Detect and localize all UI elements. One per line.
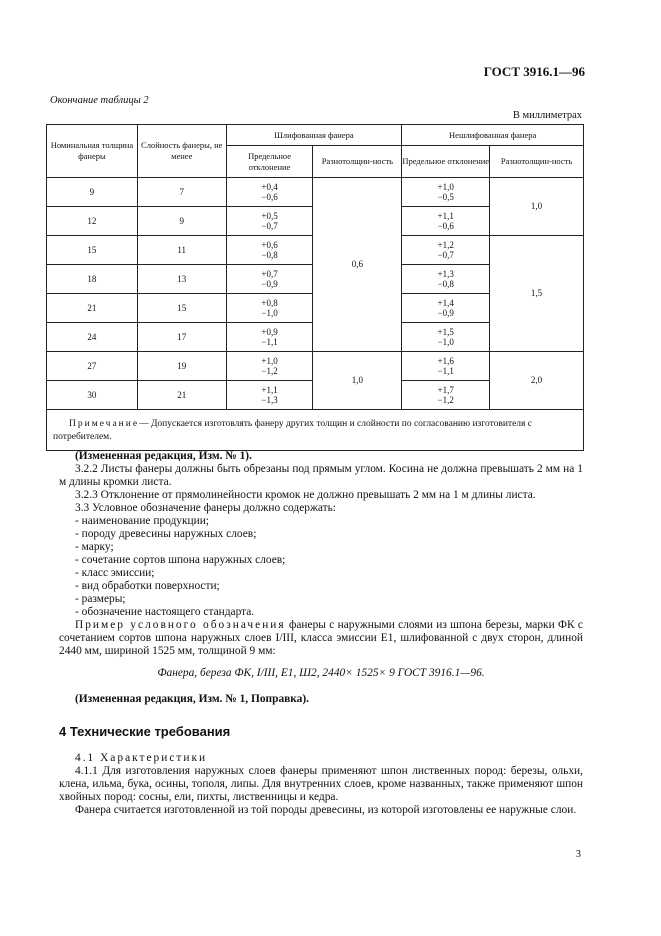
sanded-deviation-cell: +0,6 −0,8	[226, 236, 313, 265]
sanded-thickness-variation-cell: 1,0	[313, 352, 402, 410]
amendment-note: (Измененная редакция, Изм. № 1, Поправка).	[75, 693, 310, 705]
unsanded-deviation-cell: +1,5 −1,0	[402, 323, 490, 352]
thickness-cell: 18	[47, 265, 138, 294]
list-item: - сочетание сортов шпона наружных слоев;	[75, 554, 286, 566]
clause-3-3: 3.3 Условное обозначение фанеры должно содержать:	[75, 502, 336, 514]
thickness-table	[46, 124, 584, 451]
list-item: - обозначение настоящего стандарта.	[75, 606, 255, 618]
clause-3-2-3: 3.2.3 Отклонение от прямолинейности кромок не должно превышать 2 мм на 1 м длины листа.	[75, 489, 536, 501]
units-label: В миллиметрах	[512, 110, 582, 121]
note-label: Примечание	[69, 419, 140, 429]
layers-cell: 9	[137, 207, 226, 236]
document-code: ГОСТ 3916.1—96	[483, 64, 585, 79]
example-text: фанеры с наружными слоями из шпона березы, марки ФК с сочетанием сортов шпона наружных слоев I/III, класса эмиссии Е1, шлифованной с двух сторон, длиной 2440 мм, шириной 1525 мм, толщиной 9 мм:	[59, 619, 583, 657]
layers-cell: 13	[137, 265, 226, 294]
thickness-cell: 9	[47, 178, 138, 207]
table-row	[47, 352, 584, 381]
example-label: Пример условного обозначения	[75, 619, 286, 631]
unsanded-thickness-variation-cell: 1,0	[490, 178, 584, 236]
designation-formula: Фанера, береза ФК, I/III, Е1, Ш2, 2440× 1525× 9 ГОСТ 3916.1—96.	[157, 667, 485, 679]
clause-4-1-1: 4.1.1 Для изготовления наружных слоев фанеры применяют шпон лиственных пород: березы, ольхи, клена, ильма, бука, осины, тополя, липы. Для внутренних слоев, кроме названных, также применяют шпон хвойных пород: сосны, ели, пихты, лиственницы и кедра.	[59, 765, 583, 803]
unsanded-deviation-cell: +1,0 −0,5	[402, 178, 490, 207]
paragraph: Фанера считается изготовленной из той породы древесины, из которой изготовлены ее наружные слои.	[75, 804, 577, 816]
list-item: - класс эмиссии;	[75, 567, 155, 579]
note-text: — Допускается изготовлять фанеру других толщин и слойности по согласованию изготовителя с потребителем.	[53, 419, 532, 442]
unsanded-deviation-cell: +1,1 −0,6	[402, 207, 490, 236]
layers-cell: 21	[137, 381, 226, 410]
unsanded-deviation-cell: +1,7 −1,2	[402, 381, 490, 410]
sanded-deviation-cell: +1,0 −1,2	[226, 352, 313, 381]
header-nominal-thickness: Номинальная толщина фанеры	[47, 125, 138, 178]
clause-3-2-2: 3.2.2 Листы фанеры должны быть обрезаны под прямым углом. Косина не должна превышать 2 мм на 1 м длины кромки листа.	[59, 463, 583, 488]
header-sanded-diff: Разнотолщин-ность	[313, 146, 402, 178]
sanded-deviation-cell: +0,9 −1,1	[226, 323, 313, 352]
amendment-note: (Измененная редакция, Изм. № 1).	[75, 450, 252, 462]
unsanded-thickness-variation-cell: 1,5	[490, 236, 584, 352]
unsanded-thickness-variation-cell: 2,0	[490, 352, 584, 410]
list-item: - вид обработки поверхности;	[75, 580, 220, 592]
thickness-cell: 30	[47, 381, 138, 410]
layers-cell: 15	[137, 294, 226, 323]
document-body	[59, 450, 583, 817]
layers-cell: 7	[137, 178, 226, 207]
sanded-deviation-cell: +0,7 −0,9	[226, 265, 313, 294]
unsanded-deviation-cell: +1,4 −0,9	[402, 294, 490, 323]
layers-cell: 17	[137, 323, 226, 352]
table-caption: Окончание таблицы 2	[50, 95, 149, 106]
header-unsanded-limit: Предельное отклонение	[402, 146, 490, 178]
table-note	[47, 410, 584, 451]
header-sanded: Шлифованная фанера	[226, 125, 402, 146]
thickness-cell: 24	[47, 323, 138, 352]
header-layers: Слойность фанеры, не менее	[137, 125, 226, 178]
table-row	[47, 178, 584, 207]
designation-example	[59, 619, 583, 658]
list-item: - марку;	[75, 541, 114, 553]
unsanded-deviation-cell: +1,3 −0,8	[402, 265, 490, 294]
sanded-deviation-cell: +0,5 −0,7	[226, 207, 313, 236]
header-sanded-limit: Предельное отклонение	[226, 146, 313, 178]
list-item: - размеры;	[75, 593, 126, 605]
section-title: 4 Технические требования	[59, 724, 231, 739]
list-item: - наименование продукции;	[75, 515, 209, 527]
sanded-deviation-cell: +0,4 −0,6	[226, 178, 313, 207]
thickness-cell: 15	[47, 236, 138, 265]
sanded-thickness-variation-cell: 0,6	[313, 178, 402, 352]
header-unsanded: Нешлифованная фанера	[402, 125, 584, 146]
list-item: - породу древесины наружных слоев;	[75, 528, 257, 540]
sanded-deviation-cell: +0,8 −1,0	[226, 294, 313, 323]
page-number: 3	[575, 849, 581, 860]
layers-cell: 11	[137, 236, 226, 265]
header-unsanded-diff: Разнотолщин-ность	[490, 146, 584, 178]
unsanded-deviation-cell: +1,2 −0,7	[402, 236, 490, 265]
sanded-deviation-cell: +1,1 −1,3	[226, 381, 313, 410]
layers-cell: 19	[137, 352, 226, 381]
thickness-cell: 21	[47, 294, 138, 323]
clause-4-1: 4.1 Характеристики	[75, 752, 208, 764]
thickness-cell: 12	[47, 207, 138, 236]
thickness-cell: 27	[47, 352, 138, 381]
unsanded-deviation-cell: +1,6 −1,1	[402, 352, 490, 381]
